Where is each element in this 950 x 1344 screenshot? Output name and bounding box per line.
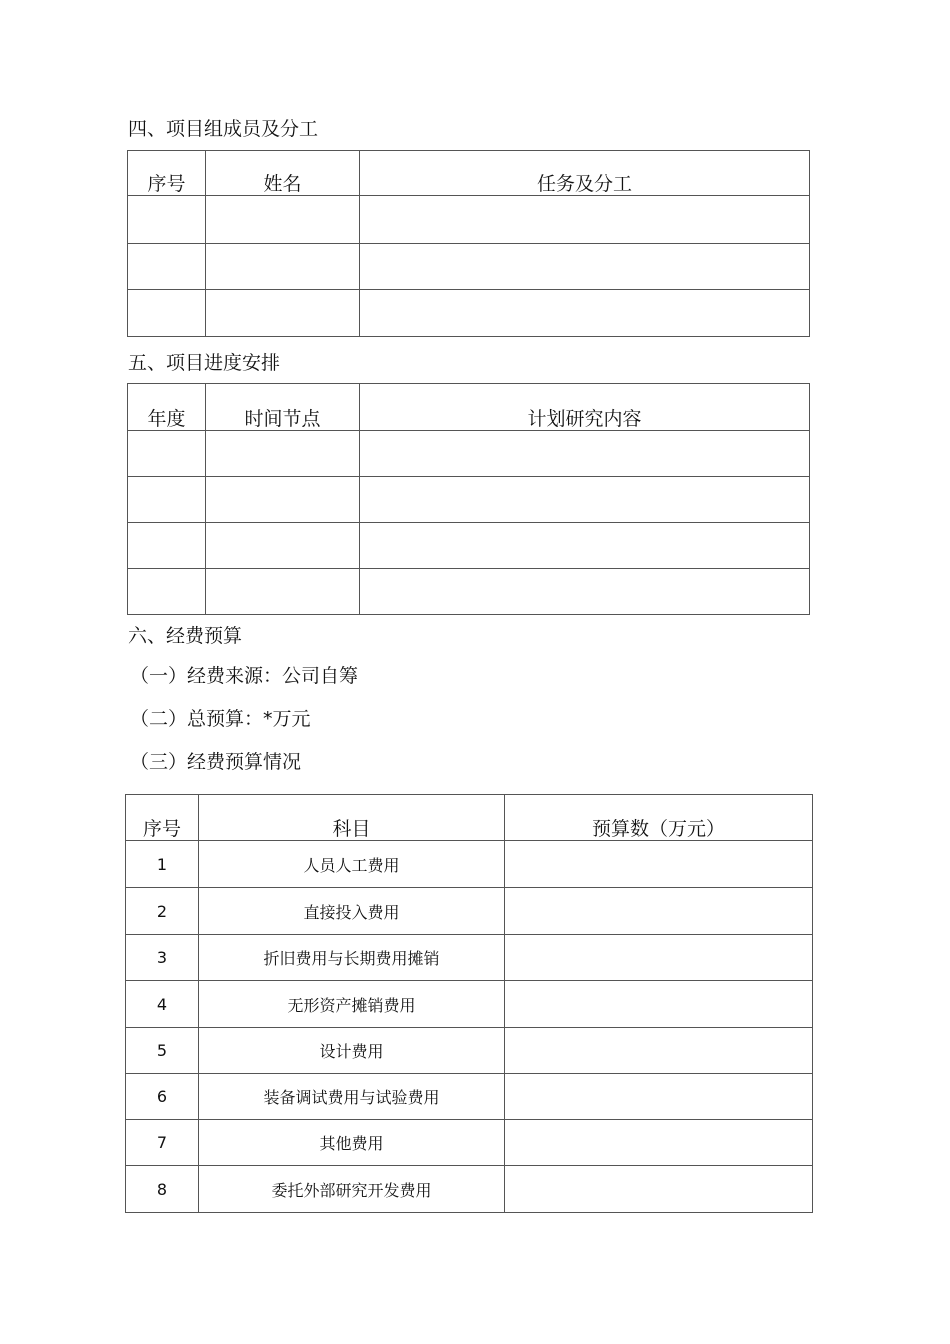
cell-plan[interactable] <box>360 431 810 477</box>
row-no: 8 <box>126 1166 199 1213</box>
table-row <box>126 981 813 1028</box>
row-item: 装备调试费用与试验费用 <box>199 1074 505 1120</box>
row-no: 6 <box>126 1074 199 1120</box>
cell-plan[interactable] <box>360 523 810 569</box>
section6-heading: 六、经费预算 <box>128 625 243 647</box>
table-row <box>128 477 810 523</box>
cell-year[interactable] <box>128 569 206 615</box>
table-row <box>126 888 813 935</box>
header-year: 年度 <box>128 384 206 431</box>
row-no: 5 <box>126 1028 199 1074</box>
cell-milestone[interactable] <box>206 431 360 477</box>
table-row <box>128 523 810 569</box>
header-plan: 计划研究内容 <box>360 384 810 431</box>
header-no: 序号 <box>126 795 199 841</box>
row-no: 2 <box>126 888 199 935</box>
total-budget: （二）总预算：*万元 <box>130 708 311 730</box>
members-table <box>127 150 810 337</box>
table-row <box>128 244 810 290</box>
header-item: 科目 <box>199 795 505 841</box>
row-no: 4 <box>126 981 199 1028</box>
cell-plan[interactable] <box>360 477 810 523</box>
cell-milestone[interactable] <box>206 523 360 569</box>
cell-name[interactable] <box>206 244 360 290</box>
row-item: 设计费用 <box>199 1028 505 1074</box>
header-no: 序号 <box>128 151 206 196</box>
table-row <box>126 935 813 981</box>
cell-plan[interactable] <box>360 569 810 615</box>
row-amount[interactable] <box>505 981 813 1028</box>
header-name: 姓名 <box>206 151 360 196</box>
table-row <box>126 1120 813 1166</box>
row-amount[interactable] <box>505 888 813 935</box>
cell-task[interactable] <box>360 196 810 244</box>
table-row <box>126 1074 813 1120</box>
cell-name[interactable] <box>206 290 360 337</box>
row-item: 无形资产摊销费用 <box>199 981 505 1028</box>
row-amount[interactable] <box>505 1166 813 1213</box>
cell-task[interactable] <box>360 290 810 337</box>
cell-no[interactable] <box>128 290 206 337</box>
row-item: 人员人工费用 <box>199 841 505 888</box>
section4-heading: 四、项目组成员及分工 <box>128 118 319 140</box>
cell-year[interactable] <box>128 523 206 569</box>
row-amount[interactable] <box>505 1028 813 1074</box>
row-item: 其他费用 <box>199 1120 505 1166</box>
table-row <box>128 569 810 615</box>
cell-milestone[interactable] <box>206 569 360 615</box>
schedule-table <box>127 383 810 615</box>
row-amount[interactable] <box>505 1074 813 1120</box>
header-amount: 预算数（万元） <box>505 795 813 841</box>
row-amount[interactable] <box>505 1120 813 1166</box>
section5-heading: 五、项目进度安排 <box>128 352 281 374</box>
table-row <box>128 431 810 477</box>
row-no: 7 <box>126 1120 199 1166</box>
row-item: 直接投入费用 <box>199 888 505 935</box>
cell-no[interactable] <box>128 244 206 290</box>
row-amount[interactable] <box>505 841 813 888</box>
funding-source: （一）经费来源：公司自筹 <box>130 665 359 687</box>
table-row <box>126 1028 813 1074</box>
cell-no[interactable] <box>128 196 206 244</box>
cell-milestone[interactable] <box>206 477 360 523</box>
row-item: 折旧费用与长期费用摊销 <box>199 935 505 981</box>
row-no: 3 <box>126 935 199 981</box>
budget-detail-heading: （三）经费预算情况 <box>130 751 302 773</box>
header-task: 任务及分工 <box>360 151 810 196</box>
budget-table <box>125 794 813 1213</box>
table-row <box>128 196 810 244</box>
cell-year[interactable] <box>128 477 206 523</box>
table-row <box>128 290 810 337</box>
cell-name[interactable] <box>206 196 360 244</box>
row-amount[interactable] <box>505 935 813 981</box>
row-no: 1 <box>126 841 199 888</box>
table-row <box>126 841 813 888</box>
header-milestone: 时间节点 <box>206 384 360 431</box>
row-item: 委托外部研究开发费用 <box>199 1166 505 1213</box>
cell-year[interactable] <box>128 431 206 477</box>
cell-task[interactable] <box>360 244 810 290</box>
table-row <box>126 1166 813 1213</box>
